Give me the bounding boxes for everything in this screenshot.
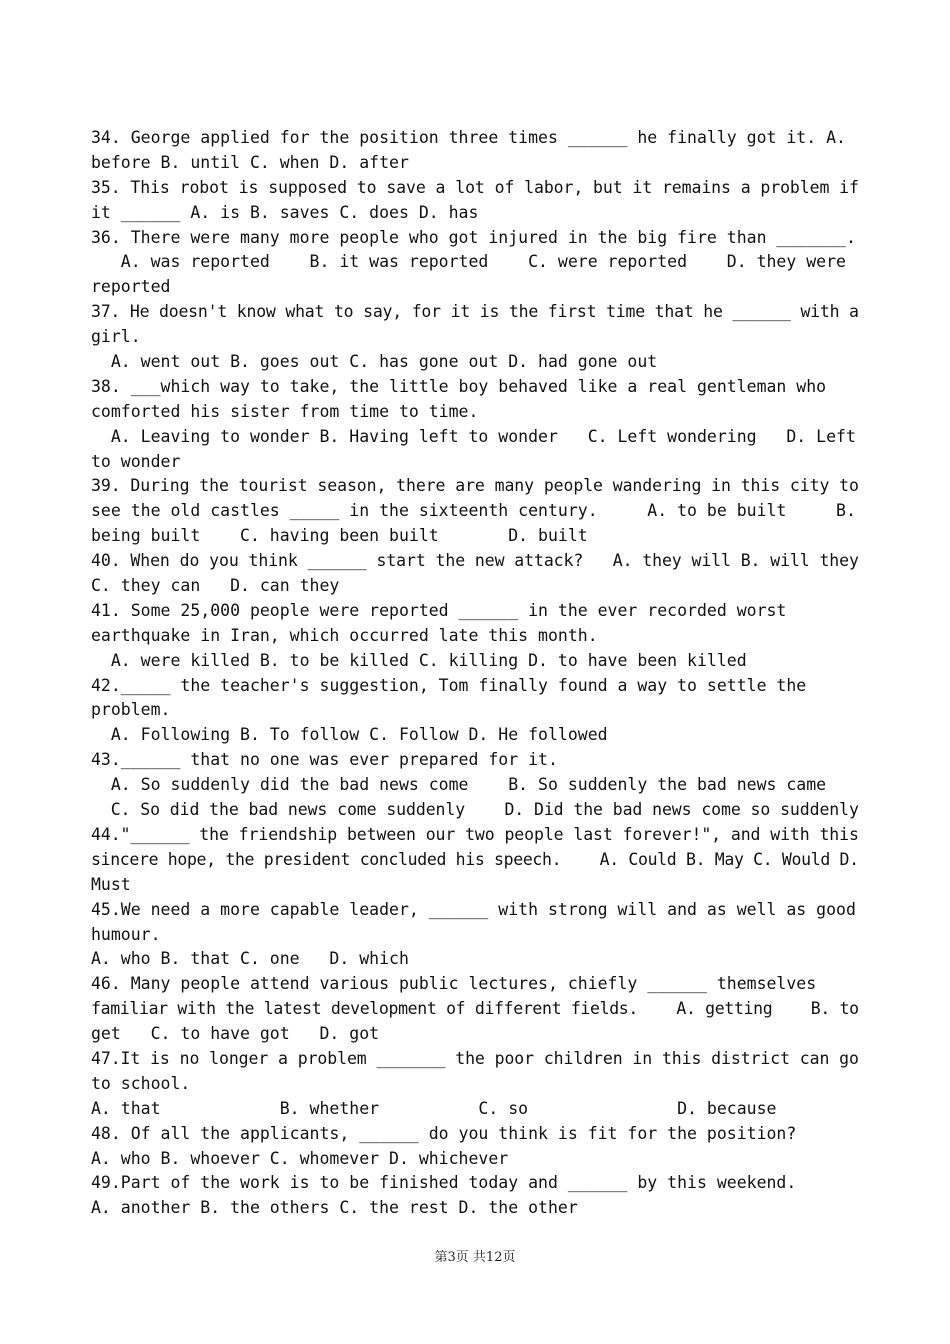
text-line: 44."______ the friendship between our two people last forever!", and with this (91, 824, 859, 844)
text-line: before B. until C. when D. after (91, 152, 409, 172)
text-line: get C. to have got D. got (91, 1024, 380, 1044)
question-text-block (91, 126, 859, 1221)
text-line: C. they can D. can they (91, 576, 340, 596)
text-line: reported (91, 277, 171, 297)
text-line: A. who B. that C. one D. which (91, 949, 409, 969)
text-line: to school. (91, 1073, 191, 1093)
text-line: 41. Some 25,000 people were reported ______ in the ever recorded worst (91, 600, 787, 620)
text-line: C. So did the bad news come suddenly D. Did the bad news come so suddenly (91, 800, 859, 820)
text-line: A. who B. whoever C. whomever D. whichever (91, 1148, 509, 1168)
text-line: earthquake in Iran, which occurred late this month. (91, 625, 598, 645)
text-line: 34. George applied for the position three times ______ he finally got it. A. (91, 128, 846, 147)
text-line: A. another B. the others C. the rest D. the other (91, 1198, 578, 1218)
text-line: problem. (91, 700, 171, 720)
text-line: 45.We need a more capable leader, ______ with strong will and as well as good (91, 899, 856, 919)
text-line: it ______ A. is B. saves C. does D. has (91, 202, 479, 222)
page-footer: 第3页 共12页 (434, 1250, 516, 1265)
text-line: girl. (91, 327, 141, 347)
text-line: A. that B. whether C. so D. because (91, 1098, 777, 1118)
text-line: to wonder (91, 451, 181, 471)
text-line: Must (91, 874, 131, 894)
text-line: familiar with the latest development of different fields. A. getting B. to (91, 999, 859, 1019)
text-line: 46. Many people attend various public lectures, chiefly ______ themselves (91, 974, 817, 994)
text-line: 40. When do you think ______ start the new attack? A. they will B. will they (91, 551, 859, 571)
text-line: A. were killed B. to be killed C. killing D. to have been killed (91, 650, 747, 670)
text-line: see the old castles _____ in the sixteenth century. A. to be built B. (91, 501, 856, 521)
text-line: 47.It is no longer a problem _______ the poor children in this district can go (91, 1048, 859, 1068)
text-line: sincere hope, the president concluded his speech. A. Could B. May C. Would D. (91, 849, 859, 869)
text-line: A. went out B. goes out C. has gone out D. had gone out (91, 352, 658, 372)
text-line: comforted his sister from time to time. (91, 401, 479, 421)
text-line: 43.______ that no one was ever prepared for it. (91, 750, 558, 770)
text-line: 49.Part of the work is to be finished today and ______ by this weekend. (91, 1173, 797, 1193)
text-line: A. Following B. To follow C. Follow D. He followed (91, 725, 608, 745)
text-line: A. Leaving to wonder B. Having left to wonder C. Left wondering D. Left (91, 426, 856, 446)
text-line: 36. There were many more people who got injured in the big fire than _______. (91, 227, 856, 247)
text-line: being built C. having been built D. built (91, 526, 588, 546)
text-line: 48. Of all the applicants, ______ do you think is fit for the position? (91, 1123, 797, 1143)
text-line: 39. During the tourist season, there are many people wandering in this city to (91, 476, 859, 496)
text-line: 42._____ the teacher's suggestion, Tom finally found a way to settle the (91, 675, 807, 695)
text-line: 37. He doesn't know what to say, for it is the first time that he ______ with a (91, 302, 859, 322)
text-line: A. was reported B. it was reported C. were reported D. they were (91, 252, 846, 272)
text-line: humour. (91, 924, 161, 944)
text-line: 35. This robot is supposed to save a lot of labor, but it remains a problem if (91, 177, 859, 197)
text-line: A. So suddenly did the bad news come B. So suddenly the bad news came (91, 775, 827, 795)
text-line: 38. ___which way to take, the little boy behaved like a real gentleman who (91, 376, 827, 396)
